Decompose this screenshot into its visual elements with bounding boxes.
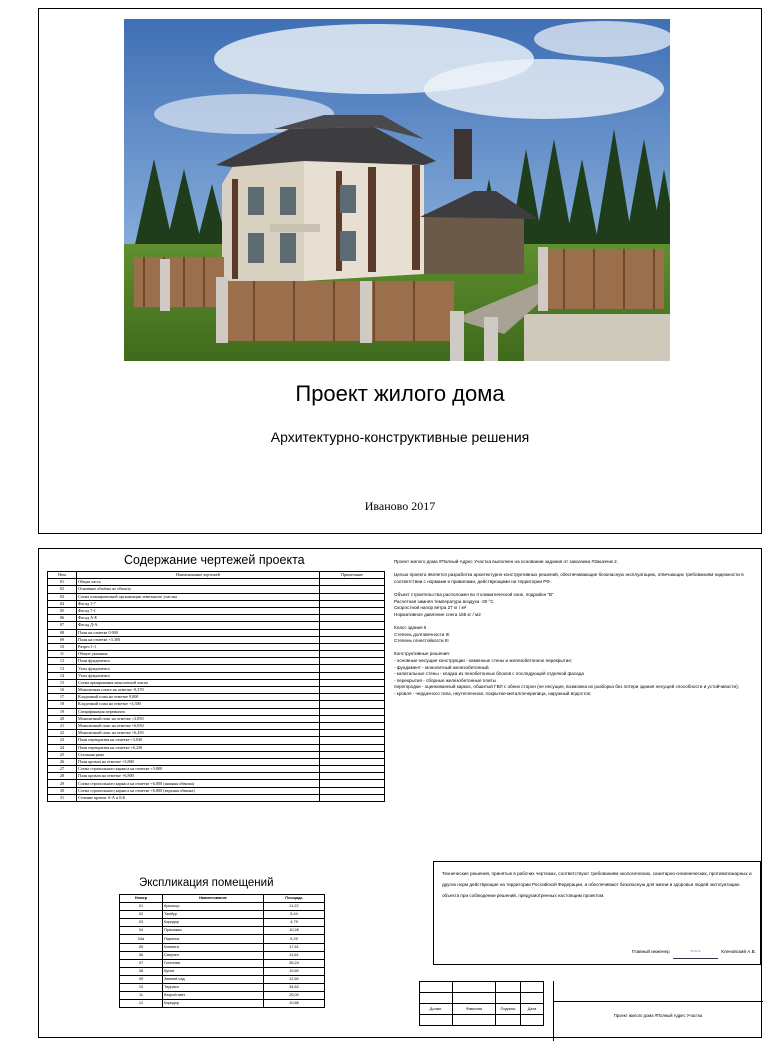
contents-row-name: Схема планировочной организации земельного участка [77,593,320,600]
contents-row-name: Фасад 1-7 [77,600,320,607]
contents-row [48,787,385,794]
contents-row-num: 12 [48,658,77,665]
contents-row-num: 26 [48,758,77,765]
contents-row [48,758,385,765]
contents-row-name: Разрез 1-1 [77,643,320,650]
contents-row-num: 17 [48,694,77,701]
rooms-row-num: 02 [120,911,163,919]
tb-col-date: Дата [521,1004,544,1015]
contents-col-note: Примечание [320,572,385,579]
rooms-row-num: 09 [120,975,163,983]
note-line: Целью проекта является разработка архитектурно-конструктивных решений, обеспечивающие безопасную эксплуатацию, отвечающих требованиям надежности в соответствии с нормами и правилами, действующими на территории РФ. [394,572,744,584]
contents-row-name: План на отметке 0.000 [77,629,320,636]
contents-row-num: 01 [48,579,77,586]
contents-row-name: План кровли на отметке +6,800 [77,773,320,780]
rooms-row [120,903,325,911]
contents-row [48,701,385,708]
contents-row-note [320,787,385,794]
contents-row-num: 25 [48,751,77,758]
contents-row-num: 14 [48,672,77,679]
rooms-row [120,951,325,959]
contents-sheet [38,548,762,1038]
contents-row [48,722,385,729]
rooms-row [120,967,325,975]
contents-row-num: 28 [48,773,77,780]
contents-col-num: Ном [48,572,77,579]
rooms-row-name: Крыльцо [163,903,264,911]
house-render-illustration [124,19,670,361]
note-line [394,618,759,625]
rooms-body [120,903,325,1008]
rooms-row-area: 34,62 [264,984,325,992]
note-line: перегородки - оцинкованный каркас, обшитый ГВЛ с обеих сторон (не несущие, возможна их разборка без потери здания несущей способности и устойчивости); [394,684,739,690]
note-line: - основные несущие конструкции - каменные стены и железобетонное перекрытие; [394,657,573,663]
rooms-row-area: 10,86 [264,1000,325,1008]
contents-row-note [320,600,385,607]
contents-row-note [320,780,385,787]
contents-row-note [320,751,385,758]
contents-row-note [320,579,385,586]
rooms-row [120,927,325,935]
contents-row [48,773,385,780]
contents-col-name: Наименование чертежей [77,572,320,579]
contents-row-num: 06 [48,615,77,622]
contents-row-num: 30 [48,787,77,794]
rooms-row [120,959,325,967]
contents-row-note [320,672,385,679]
contents-row-num: 23 [48,737,77,744]
contents-row-name: Узлы фундамента [77,665,320,672]
contents-row-num: 24 [48,744,77,751]
contents-row-note [320,629,385,636]
rooms-row-name: Санузел [163,951,264,959]
contents-row-note [320,758,385,765]
signer-name: Кленовский А.В. [721,949,756,954]
contents-row-note [320,586,385,593]
contents-row [48,615,385,622]
contents-row-num: 10 [48,643,77,650]
rooms-row-name: Терраса [163,984,264,992]
contents-row-num: 15 [48,679,77,686]
contents-row-num: 13 [48,665,77,672]
contents-row [48,794,385,801]
title-block-grid [419,981,544,1026]
contents-row-note [320,737,385,744]
contents-row [48,665,385,672]
tb-divider [553,981,554,1041]
note-line [394,585,759,592]
tb-project-name: Проект жилого дома #Полный Адрес Участка [613,1013,703,1018]
contents-heading: Содержание чертежей проекта [124,553,305,567]
contents-row [48,751,385,758]
rooms-col-name: Наименование [163,895,264,903]
rooms-row-num: 06 [120,951,163,959]
contents-row-name: Схема стропильного каркаса на отметке +3,800 [77,766,320,773]
note-line: Класс здания II [394,624,427,630]
contents-row-name: План кровли на отметке +3,800 [77,758,320,765]
contents-row-name: Схема стропильного каркаса на отметке +6,800 (нижняя обвязка) [77,780,320,787]
contents-header-row [48,572,385,579]
contents-row-name: Кладочный план на отметке 0,000 [77,694,320,701]
contents-row-name: Стальная рама [77,751,320,758]
rooms-row-area: 5,29 [264,935,325,943]
contents-body [48,579,385,802]
contents-row-num: 03 [48,593,77,600]
tb-divider [553,1001,763,1002]
rooms-row-name: Комната [163,943,264,951]
rooms-row [120,943,325,951]
contents-row-name: Фасад А-Е [77,615,320,622]
contents-row-note [320,658,385,665]
note-line: - капитальные стены - кладка из пенобетонных блоков с последующей отделкой фасада [394,671,584,677]
contents-table [47,571,385,802]
rooms-row-area: 17,41 [264,943,325,951]
contents-row-name: Схема армирования монолитной ленты [77,679,320,686]
title-block-header [420,1004,544,1015]
contents-row-num: 07 [48,622,77,629]
contents-row-note [320,643,385,650]
rooms-row-name: Зимний сад [163,975,264,983]
note-line: Конструктивные решения: [394,651,451,657]
note-line: Степень долговечности III [394,631,450,637]
contents-row [48,715,385,722]
note-line: - фундамент - монолитный железобетонный [394,664,489,670]
note-line: Нормативное давление снега 165 кг / м2 [394,611,481,617]
rooms-row-area: 19,60 [264,967,325,975]
contents-row-note [320,622,385,629]
rooms-row-num: 12 [120,1000,163,1008]
contents-row-note [320,615,385,622]
rooms-row-num: 03 [120,919,163,927]
tb-col-signature: Подпись [496,1004,521,1015]
rooms-row-area: 10,28 [264,927,325,935]
tb-col-position: Должн. [420,1004,453,1015]
contents-row-num: 18 [48,701,77,708]
rooms-row-name: Второй свет [163,992,264,1000]
contents-row-note [320,708,385,715]
contents-row-note [320,593,385,600]
compliance-text: Технические решения, принятые в рабочих чертежах, соответствуют требованиям экологических, санитарно-гигиенических, противопожарных и других норм действующие на территории Российской Федерации, и обеспечивают безопасную для жизни и здоровья людей эксплуатацию объекта при соблюдении решений, предусмотренных настоящим проектом. [442,871,752,898]
contents-row [48,780,385,787]
contents-row-note [320,636,385,643]
contents-row-name: Основные объёмы по объекту [77,586,320,593]
rooms-row-name: Парилка [163,935,264,943]
rooms-row-area: 36,24 [264,959,325,967]
contents-row-note [320,701,385,708]
contents-row [48,679,385,686]
city-year: Иваново 2017 [364,499,436,513]
contents-row [48,607,385,614]
contents-row-note [320,687,385,694]
rooms-row-area: 5,44 [264,911,325,919]
note-line: Расчетная зимняя температура воздуха -30 °С [394,598,494,604]
rooms-row-num: 05 [120,943,163,951]
contents-row-name: Спецификация перемычек [77,708,320,715]
rooms-col-area: Площадь [264,895,325,903]
contents-row [48,643,385,650]
contents-row [48,629,385,636]
contents-row-num: 27 [48,766,77,773]
contents-row-name: Фасад Д-А [77,622,320,629]
general-notes [394,559,759,697]
rooms-row [120,911,325,919]
rooms-row-num: 11 [120,992,163,1000]
contents-row-name: Сечение кровли А-А и Б-Б [77,794,320,801]
note-line: Степень огнестойкости III [394,638,449,644]
tb-col-surname: Фамилия [453,1004,496,1015]
rooms-row-name: Коридор [163,919,264,927]
contents-row [48,694,385,701]
signer-role: Главный инженер [631,949,670,954]
contents-row-name: Монолитный пояс на отметке +2,850 [77,715,320,722]
contents-row-name: Узлы фундамента [77,672,320,679]
house-render-image [124,19,670,361]
contents-row [48,658,385,665]
title-block [419,981,763,1041]
contents-row-num: 04 [48,600,77,607]
contents-row [48,730,385,737]
rooms-row-num: 08 [120,967,163,975]
contents-row-num: 05 [48,607,77,614]
contents-row-note [320,744,385,751]
note-line: Проект жилого дома #Полный Адрес Участка выполнен на основании задания от заказчика #Заказчик 2. [394,559,618,564]
contents-row-num: 08 [48,629,77,636]
page-subtitle: Архитектурно-конструктивные решения [270,429,530,445]
rooms-header-row [120,895,325,903]
contents-row [48,600,385,607]
contents-row [48,744,385,751]
compliance-statement [433,861,761,965]
contents-row [48,766,385,773]
contents-row [48,687,385,694]
contents-row-num: 21 [48,722,77,729]
rooms-col-num: Номер [120,895,163,903]
contents-row-name: Общие указания [77,651,320,658]
rooms-row-area: 4,79 [264,919,325,927]
rooms-row-name: Кухня [163,967,264,975]
contents-row-note [320,607,385,614]
contents-row-note [320,794,385,801]
rooms-row-area: 11,61 [264,951,325,959]
contents-row-name: План на отметке +3.300 [77,636,320,643]
contents-row-num: 31 [48,794,77,801]
note-line: - кровля - чердачного типа, неутепленная, покрытие-металлочерепица, наружный водосток; [394,690,592,696]
rooms-row-num: 04a [120,935,163,943]
contents-row-note [320,766,385,773]
contents-row [48,651,385,658]
rooms-row-area: 12,50 [264,975,325,983]
rooms-row [120,935,325,943]
contents-row-name: Фасад 7-1 [77,607,320,614]
contents-row-num: 16 [48,687,77,694]
rooms-row [120,992,325,1000]
contents-row [48,737,385,744]
rooms-row-area: 25,00 [264,992,325,1000]
contents-row-note [320,694,385,701]
contents-row [48,579,385,586]
note-line: Объект строительства расположен во II климатической зоне, подрайон "В" [394,591,554,597]
contents-row-note [320,679,385,686]
contents-row-name: Монолитная плита на отметке -0,370 [77,687,320,694]
rooms-table [119,894,325,1008]
rooms-row [120,975,325,983]
rooms-row-num: 07 [120,959,163,967]
rooms-row [120,919,325,927]
rooms-row-name: Коридор [163,1000,264,1008]
note-line: - перекрытия - сборные железобетонные плиты [394,677,496,683]
contents-row-name: Монолитный пояс на отметке +6,450 [77,730,320,737]
contents-row [48,708,385,715]
contents-row-note [320,722,385,729]
contents-row-note [320,715,385,722]
contents-row-num: 29 [48,780,77,787]
contents-row [48,636,385,643]
handwritten-signature: ~~~ [673,947,718,959]
contents-row-name: Схема стропильного каркаса на отметке +6,800 (верхняя обвязка) [77,787,320,794]
contents-row-num: 19 [48,708,77,715]
rooms-row-num: 10 [120,984,163,992]
contents-row [48,593,385,600]
contents-row [48,622,385,629]
cover-sheet [38,8,762,534]
contents-row-num: 22 [48,730,77,737]
contents-row-name: План фундамента [77,658,320,665]
rooms-row-name: Гостиная [163,959,264,967]
contents-row [48,672,385,679]
note-line: Скоростной напор ветра 27 кг / м² [394,605,467,611]
contents-row-name: Общая часть [77,579,320,586]
contents-row-name: Кладочный план на отметке +3,300 [77,701,320,708]
contents-row-num: 20 [48,715,77,722]
contents-row-num: 11 [48,651,77,658]
contents-row [48,586,385,593]
contents-row-note [320,665,385,672]
rooms-row-name: Прихожая [163,927,264,935]
contents-row-name: Монолитный пояс на отметке +6,050 [77,722,320,729]
rooms-row-num: 04 [120,927,163,935]
contents-row-note [320,651,385,658]
rooms-row-area: 11,22 [264,903,325,911]
contents-row-num: 09 [48,636,77,643]
rooms-heading: Экспликация помещений [139,877,274,889]
contents-row-name: План перекрытия на отметке +3,030 [77,737,320,744]
rooms-row-name: Тамбур [163,911,264,919]
note-line [394,645,759,652]
rooms-row [120,1000,325,1008]
page-title: Проект жилого дома [295,381,505,406]
contents-row-note [320,773,385,780]
contents-row-name: План перекрытия на отметке +6,230 [77,744,320,751]
contents-row-num: 02 [48,586,77,593]
contents-row-note [320,730,385,737]
rooms-row [120,984,325,992]
rooms-row-num: 01 [120,903,163,911]
signature-row [632,946,756,959]
